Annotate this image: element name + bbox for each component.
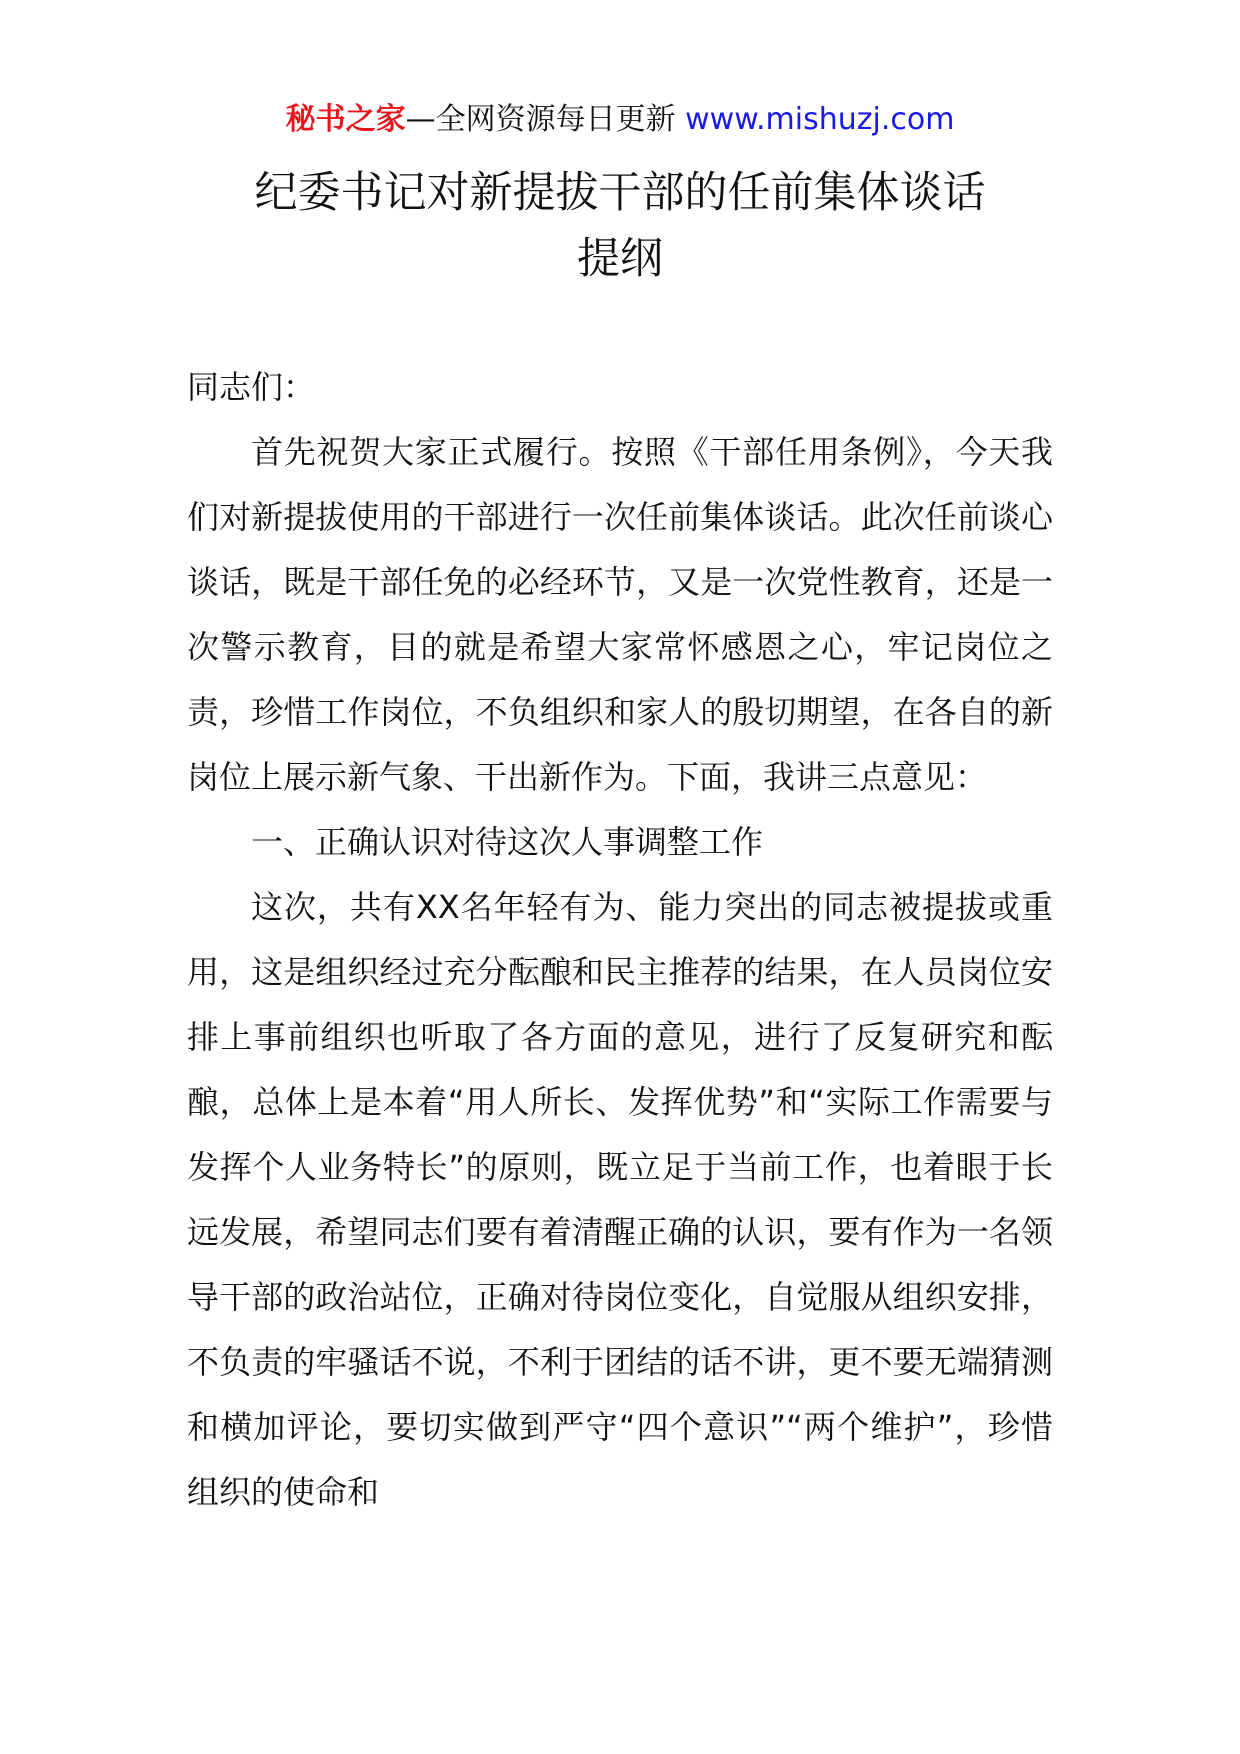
document-title [0,160,1240,292]
paragraph-section-1: 这次，共有XX名年轻有为、能力突出的同志被提拔或重用，这是组织经过充分酝酿和民主推荐的结果，在人员岗位安排上事前组织也听取了各方面的意见，进行了反复研究和酝酿，总体上是本着“用人所长、发挥优势”和“实际工作需要与发挥个人业务特长”的原则，既立足于当前工作，也着眼于长远发展，希望同志们要有着清醒正确的认识，要有作为一名领导干部的政治站位，正确对待岗位变化，自觉服从组织安排，不负责的牢骚话不说，不利于团结的话不讲，更不要无端猜测和横加评论，要切实做到严守“四个意识”“两个维护”，珍惜组织的使命和 [187,888,1053,1511]
title-line-1: 纪委书记对新提拔干部的任前集体谈话 [254,168,986,218]
site-header [0,100,1240,140]
site-brand: 秘书之家 [285,102,406,137]
title-line-2: 提纲 [577,234,663,284]
site-url-link[interactable]: www.mishuzj.com [685,102,955,137]
salutation: 同志们： [187,368,316,406]
section-heading-1: 一、正确认识对待这次人事调整工作 [251,823,764,861]
site-slogan: —全网资源每日更新 [405,102,676,137]
document-body [187,355,1053,1525]
paragraph-intro: 首先祝贺大家正式履行。按照《干部任用条例》，今天我们对新提拔使用的干部进行一次任前集体谈话。此次任前谈心谈话，既是干部任免的必经环节，又是一次党性教育，还是一次警示教育，目的就是希望大家常怀感恩之心，牢记岗位之责，珍惜工作岗位，不负组织和家人的殷切期望，在各自的新岗位上展示新气象、干出新作为。下面，我讲三点意见： [187,433,1053,796]
